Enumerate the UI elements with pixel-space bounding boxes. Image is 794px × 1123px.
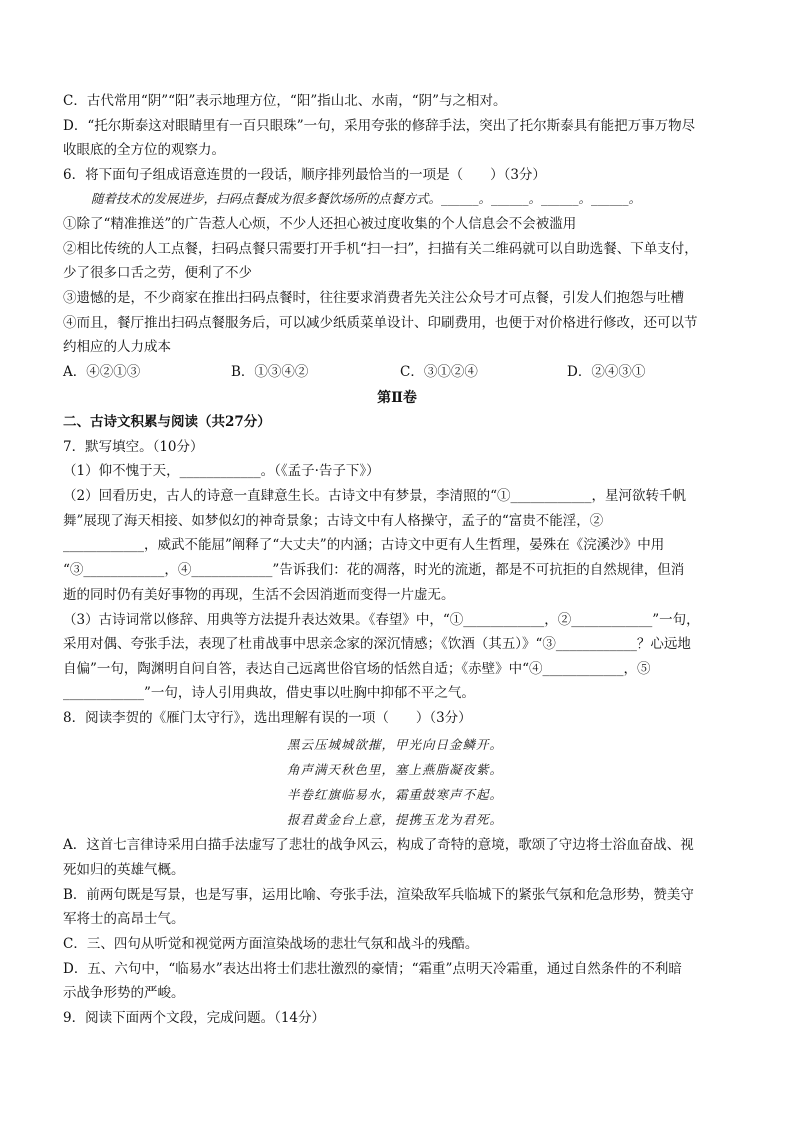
q8-option-a: A．这首七言律诗采用白描手法虚写了悲壮的战争风云，构成了奇特的意境，歌颂了守边将士浴血奋战、视: [63, 837, 694, 853]
q6-sentence-2: ②相比传统的人工点餐，扫码点餐只需要打开手机“扫一扫”，扫描有关二维码就可以自助选餐、下单支付，: [63, 241, 698, 257]
q5-option-c: C．古代常用“阴”“阳”表示地理方位，“阳”指山北、水南，“阴”与之相对。: [63, 93, 507, 109]
q7-stem: 7．默写填空。（10分）: [63, 439, 204, 455]
q7-part-3-line4: ____________”一句，诗人引用典故，借史事以吐胸中抑郁不平之气。: [63, 685, 475, 701]
q6-option-c: C．③①②④: [400, 364, 478, 380]
q7-part-2-line5: 逝的同时仍有美好事物的再现，生活不会因消逝而变得一片虚无。: [63, 587, 455, 603]
q8-option-d: D．五、六句中，“临易水”表达出将士们悲壮激烈的豪情；“霜重”点明天冷霜重，通过自然条件的不利暗: [63, 961, 682, 977]
q6-sentence-4-cont: 约相应的人力成本: [63, 339, 171, 355]
q8-option-a-cont: 死如归的英雄气概。: [63, 862, 185, 878]
poem-line-2: 角声满天秋色里，塞上燕脂凝夜紫。: [287, 762, 504, 777]
q7-part-3-line2: 采用对偶、夸张手法，表现了杜甫战事中思亲念家的深沉情感；《饮酒（其五）》“③____________？心远地: [63, 636, 691, 652]
q6-lead-sentence: 随着技术的发展进步，扫码点餐成为很多餐饮场所的点餐方式。______。______。______。______。: [91, 191, 642, 206]
q6-sentence-4: ④而且，餐厅推出扫码点餐服务后，可以减少纸质菜单设计、印刷费用，也便于对价格进行修改，还可以节: [63, 315, 698, 331]
q6-sentence-1: ①除了“精准推送”的广告惹人心烦，不少人还担心被过度收集的个人信息会不会被滥用: [63, 216, 577, 232]
q7-part-3-line3: 自偏”一句，陶渊明自问自答，表达自己远离世俗官场的恬然自适；《赤壁》中“④____________，⑤: [63, 661, 651, 677]
poem-line-1: 黑云压城城欲摧，甲光向日金鳞开。: [287, 737, 504, 752]
q8-stem: 8．阅读李贺的《雁门太守行》，选出理解有误的一项（ ）（3分）: [63, 710, 472, 726]
q6-option-a: A．④②①③: [63, 364, 141, 380]
poem-line-4: 报君黄金台上意，提携玉龙为君死。: [287, 812, 504, 827]
q5-option-d-cont: 收眼底的全方位的观察力。: [63, 142, 225, 158]
q7-part-2: （2）回看历史，古人的诗意一直肆意生长。古诗文中有梦景，李清照的“①____________，星河欲转千帆: [63, 488, 686, 504]
q6-sentence-3: ③遗憾的是，不少商家在推出扫码点餐时，往往要求消费者先关注公众号才可点餐，引发人们抱怨与吐槽: [63, 290, 684, 306]
q7-part-2-line4: “③____________，④____________”告诉我们：花的凋落，时光的流逝，都是不可抗拒的自然规律，但消: [63, 562, 685, 578]
q9-stem: 9．阅读下面两个文段，完成问题。（14分）: [63, 1010, 326, 1026]
q5-option-d: D．“托尔斯泰这对眼睛里有一百只眼珠”一句，采用夸张的修辞手法，突出了托尔斯泰具有能把万事万物尽: [63, 118, 696, 134]
q8-option-d-cont: 示战争形势的严峻。: [63, 985, 185, 1001]
q8-option-b-cont: 军将士的高昂士气。: [63, 911, 185, 927]
q6-option-d: D．②④③①: [567, 364, 646, 380]
part-title: 第Ⅱ卷: [377, 390, 417, 406]
poem-line-3: 半卷红旗临易水，霜重鼓寒声不起。: [287, 787, 504, 802]
section-2-heading: 二、古诗文积累与阅读（共27分）: [63, 414, 271, 430]
q7-part-2-line2: 舞”展现了海天相接、如梦似幻的神奇景象；古诗文中有人格操守，孟子的“富贵不能淫，②: [63, 513, 604, 529]
q7-part-1: （1）仰不愧于天，____________。（《孟子·告子下》）: [63, 463, 380, 479]
q6-sentence-2-cont: 少了很多口舌之劳，便利了不少: [63, 265, 252, 281]
q6-option-b: B．①③④②: [231, 364, 309, 380]
q8-option-b: B．前两句既是写景，也是写事，运用比喻、夸张手法，渲染敌军兵临城下的紧张气氛和危急形势，赞美守: [63, 887, 694, 903]
q7-part-3: （3）古诗词常以修辞、用典等方法提升表达效果。《春望》中，“①____________，②____________”一句，: [63, 612, 700, 628]
q8-option-c: C．三、四句从听觉和视觉两方面渲染战场的悲壮气氛和战斗的残酷。: [63, 936, 479, 952]
q6-stem: 6．将下面句子组成语意连贯的一段话，顺序排列最恰当的一项是（ ）（3分）: [63, 167, 546, 183]
q7-part-2-line3: ____________，威武不能屈”阐释了“大丈夫”的内涵；古诗文中更有人生哲理，晏殊在《浣溪沙》中用: [63, 537, 665, 553]
